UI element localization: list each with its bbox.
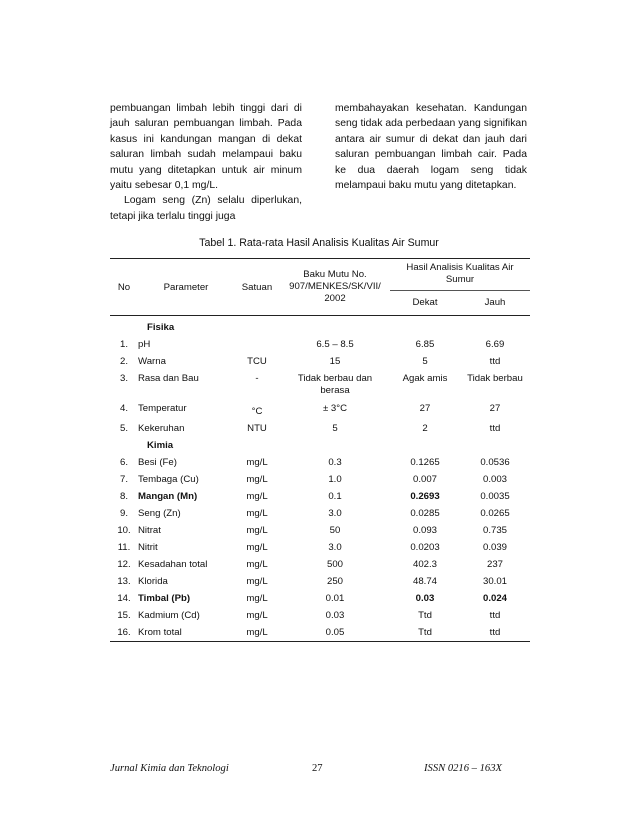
table-row xyxy=(110,454,530,471)
cell-jauh: 0.735 xyxy=(482,525,507,536)
cell-satuan: mg/L xyxy=(246,457,268,468)
cell-baku: 0.1 xyxy=(328,491,342,502)
cell-param: Mangan (Mn) xyxy=(138,491,198,502)
cell-no: 10. xyxy=(117,525,131,536)
cell-jauh: 0.024 xyxy=(482,593,507,604)
cell-baku: 0.03 xyxy=(325,610,345,621)
table-row xyxy=(110,420,530,437)
cell-baku: 500 xyxy=(326,559,343,570)
cell-no: 4. xyxy=(119,403,128,414)
cell-baku: 3.0 xyxy=(328,508,342,519)
cell-param: Rasa dan Bau xyxy=(138,373,199,384)
cell-dekat: 0.1265 xyxy=(410,457,440,468)
cell-satuan: - xyxy=(255,373,259,384)
cell-jauh: 6.69 xyxy=(485,339,505,350)
cell-baku: 0.01 xyxy=(325,593,345,604)
cell-jauh: ttd xyxy=(489,423,501,434)
cell-dekat: Ttd xyxy=(418,610,432,621)
page-number: 27 xyxy=(312,763,323,774)
cell-no: 16. xyxy=(117,627,131,638)
cell-baku: 15 xyxy=(329,356,341,367)
cell-baku: 1.0 xyxy=(328,474,342,485)
water-quality-table xyxy=(110,258,530,642)
cell-satuan: NTU xyxy=(247,423,267,434)
header-hasil: Hasil Analisis Kualitas Air Sumur xyxy=(390,259,530,291)
cell-no: 12. xyxy=(117,559,131,570)
cell-no: 15. xyxy=(117,610,131,621)
cell-satuan: mg/L xyxy=(246,508,268,519)
table-row xyxy=(110,505,530,522)
table-row xyxy=(110,522,530,539)
table-row xyxy=(110,607,530,624)
cell-no: 14. xyxy=(117,593,131,604)
cell-param: Nitrit xyxy=(138,542,158,553)
cell-no: 8. xyxy=(119,491,128,502)
cell-param: Kekeruhan xyxy=(138,423,185,434)
cell-jauh: ttd xyxy=(489,356,501,367)
cell-no: 3. xyxy=(119,373,128,384)
table-row xyxy=(110,539,530,556)
text-column-right xyxy=(335,101,527,193)
table-row xyxy=(110,353,530,370)
cell-jauh: ttd xyxy=(489,627,501,638)
table-row xyxy=(110,624,530,642)
cell-baku: 0.05 xyxy=(325,627,345,638)
cell-jauh: 27 xyxy=(489,403,501,414)
cell-param: Kadmium (Cd) xyxy=(138,610,200,621)
cell-baku: Tidak berbau dan berasa xyxy=(297,373,373,396)
cell-jauh: Tidak berbau xyxy=(467,373,523,384)
cell-baku: ± 3°C xyxy=(322,403,348,414)
table-row xyxy=(110,400,530,420)
cell-baku: 3.0 xyxy=(328,542,342,553)
cell-satuan xyxy=(234,336,280,353)
cell-satuan: °C xyxy=(251,406,263,417)
cell-param: Tembaga (Cu) xyxy=(138,474,199,485)
header-jauh: Jauh xyxy=(460,290,530,315)
table-row xyxy=(110,471,530,488)
issn: ISSN 0216 – 163X xyxy=(424,763,502,774)
cell-param: pH xyxy=(138,339,151,350)
table-caption: Tabel 1. Rata-rata Hasil Analisis Kualitas Air Sumur xyxy=(199,237,439,249)
cell-dekat: 2 xyxy=(422,423,428,434)
cell-baku: 250 xyxy=(326,576,343,587)
table-row xyxy=(110,590,530,607)
cell-dekat: 402.3 xyxy=(412,559,437,570)
cell-dekat: 0.0203 xyxy=(410,542,440,553)
table-row xyxy=(110,336,530,353)
paragraph: Logam seng (Zn) selalu diperlukan, tetapi jika terlalu tinggi juga xyxy=(110,195,302,222)
cell-dekat: 5 xyxy=(422,356,428,367)
section-kimia: Kimia xyxy=(147,440,174,451)
table-row xyxy=(110,556,530,573)
header-baku-mutu: Baku Mutu No. 907/MENKES/SK/VII/ 2002 xyxy=(280,259,390,316)
cell-jauh: 0.003 xyxy=(482,474,507,485)
cell-baku: 5 xyxy=(332,423,338,434)
cell-param: Krom total xyxy=(138,627,182,638)
cell-jauh: 0.0536 xyxy=(480,457,510,468)
cell-no: 9. xyxy=(119,508,128,519)
cell-no: 1. xyxy=(119,339,128,350)
cell-param: Nitrat xyxy=(138,525,161,536)
journal-name: Jurnal Kimia dan Teknologi xyxy=(110,763,229,774)
paragraph: membahayakan kesehatan. Kandungan seng tidak ada perbedaan yang signifikan antara air sumur di dekat dan jauh dari saluran pembuangan limbah cair. Pada ke dua daerah logam seng tidak melampaui baku mutu yang ditetapkan. xyxy=(335,103,527,192)
cell-baku: 0.3 xyxy=(328,457,342,468)
cell-dekat: 6.85 xyxy=(415,339,435,350)
cell-param: Klorida xyxy=(138,576,168,587)
cell-no: 13. xyxy=(117,576,131,587)
cell-dekat: 0.03 xyxy=(415,593,435,604)
cell-satuan: mg/L xyxy=(246,525,268,536)
cell-satuan: mg/L xyxy=(246,576,268,587)
cell-jauh: 237 xyxy=(486,559,503,570)
cell-jauh: ttd xyxy=(489,610,501,621)
cell-dekat: 0.093 xyxy=(412,525,437,536)
cell-param: Temperatur xyxy=(138,403,187,414)
cell-baku: 6.5 – 8.5 xyxy=(316,339,354,350)
cell-no: 6. xyxy=(119,457,128,468)
cell-jauh: 30.01 xyxy=(482,576,507,587)
cell-dekat: Agak amis xyxy=(402,373,448,384)
cell-param: Kesadahan total xyxy=(138,559,208,570)
cell-satuan: TCU xyxy=(247,356,267,367)
cell-satuan: mg/L xyxy=(246,542,268,553)
cell-dekat: Ttd xyxy=(418,627,432,638)
table-row xyxy=(110,488,530,505)
cell-satuan: mg/L xyxy=(246,627,268,638)
cell-param: Besi (Fe) xyxy=(138,457,177,468)
cell-jauh: 0.0035 xyxy=(480,491,510,502)
header-parameter: Parameter xyxy=(138,259,234,316)
text-column-left xyxy=(110,101,302,224)
cell-satuan: mg/L xyxy=(246,559,268,570)
cell-satuan: mg/L xyxy=(246,491,268,502)
cell-no: 2. xyxy=(119,356,128,367)
cell-dekat: 48.74 xyxy=(412,576,437,587)
header-no: No xyxy=(110,259,138,316)
table-body xyxy=(110,316,530,642)
cell-no: 11. xyxy=(117,542,131,553)
cell-dekat: 0.2693 xyxy=(410,491,440,502)
cell-param: Warna xyxy=(138,356,166,367)
cell-jauh: 0.039 xyxy=(482,542,507,553)
table-row xyxy=(110,573,530,590)
cell-param: Timbal (Pb) xyxy=(138,593,191,604)
header-dekat: Dekat xyxy=(390,290,460,315)
cell-satuan: mg/L xyxy=(246,593,268,604)
header-satuan: Satuan xyxy=(234,259,280,316)
cell-dekat: 27 xyxy=(419,403,431,414)
cell-dekat: 0.007 xyxy=(412,474,437,485)
cell-satuan: mg/L xyxy=(246,474,268,485)
cell-no: 7. xyxy=(119,474,128,485)
table-row xyxy=(110,370,530,400)
cell-param: Seng (Zn) xyxy=(138,508,181,519)
paragraph: pembuangan limbah lebih tinggi dari di jauh saluran pembuangan limbah. Pada kasus ini kandungan mangan di dekat saluran limbah sudah melampaui baku mutu yang ditetapkan untuk air minum yaitu sebesar 0,1 mg/L. xyxy=(110,103,302,192)
cell-dekat: 0.0285 xyxy=(410,508,440,519)
cell-satuan: mg/L xyxy=(246,610,268,621)
section-fisika: Fisika xyxy=(147,322,175,333)
cell-baku: 50 xyxy=(329,525,341,536)
cell-jauh: 0.0265 xyxy=(480,508,510,519)
cell-no: 5. xyxy=(119,423,128,434)
